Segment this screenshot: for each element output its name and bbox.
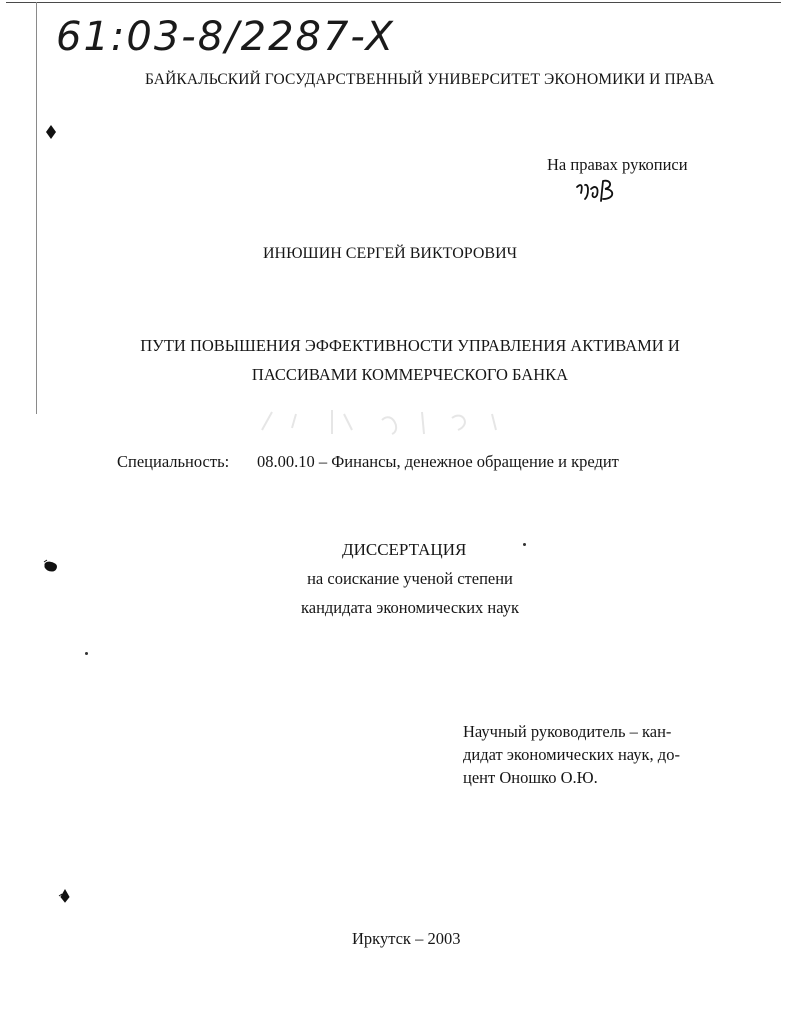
archive-code-text: 61:03-8/2287-X	[56, 14, 395, 60]
scan-border-top	[6, 2, 781, 3]
specialty-label: Специальность:	[117, 452, 230, 471]
university-name: БАЙКАЛЬСКИЙ ГОСУДАРСТВЕННЫЙ УНИВЕРСИТЕТ ЭКОНОМИКИ И ПРАВА	[145, 71, 715, 88]
author-name: ИНЮШИН СЕРГЕЙ ВИКТОРОВИЧ	[263, 245, 518, 262]
title-line: ПАССИВАМИ КОММЕРЧЕСКОГО БАНКА	[251, 365, 569, 384]
advisor-line: цент Оношко О.Ю.	[463, 768, 598, 787]
scan-speck	[523, 543, 526, 546]
manuscript-rights-label: На правах рукописи	[547, 155, 688, 174]
scan-border-left	[36, 2, 37, 414]
degree-line: кандидата экономических наук	[300, 598, 519, 617]
faint-stamp-mark	[252, 400, 512, 444]
handwritten-signature	[575, 175, 635, 205]
title-line: ПУТИ ПОВЫШЕНИЯ ЭФФЕКТИВНОСТИ УПРАВЛЕНИЯ АКТИВАМИ И	[140, 336, 680, 355]
advisor-line: дидат экономических наук, до-	[463, 745, 680, 764]
city-year: Иркутск – 2003	[352, 929, 461, 948]
ink-blot-icon	[57, 888, 73, 904]
specialty-value: 08.00.10 – Финансы, денежное обращение и кредит	[257, 452, 619, 471]
scan-speck	[85, 652, 88, 655]
dissertation-heading: ДИССЕРТАЦИЯ	[342, 540, 467, 559]
ink-blot-icon	[43, 124, 59, 140]
degree-line: на соискание ученой степени	[307, 569, 513, 588]
ink-blot-icon	[43, 558, 59, 574]
handwritten-archive-code	[56, 6, 516, 66]
scientific-advisor	[463, 720, 680, 789]
dissertation-title	[60, 331, 760, 389]
advisor-line: Научный руководитель – кан-	[463, 722, 672, 741]
